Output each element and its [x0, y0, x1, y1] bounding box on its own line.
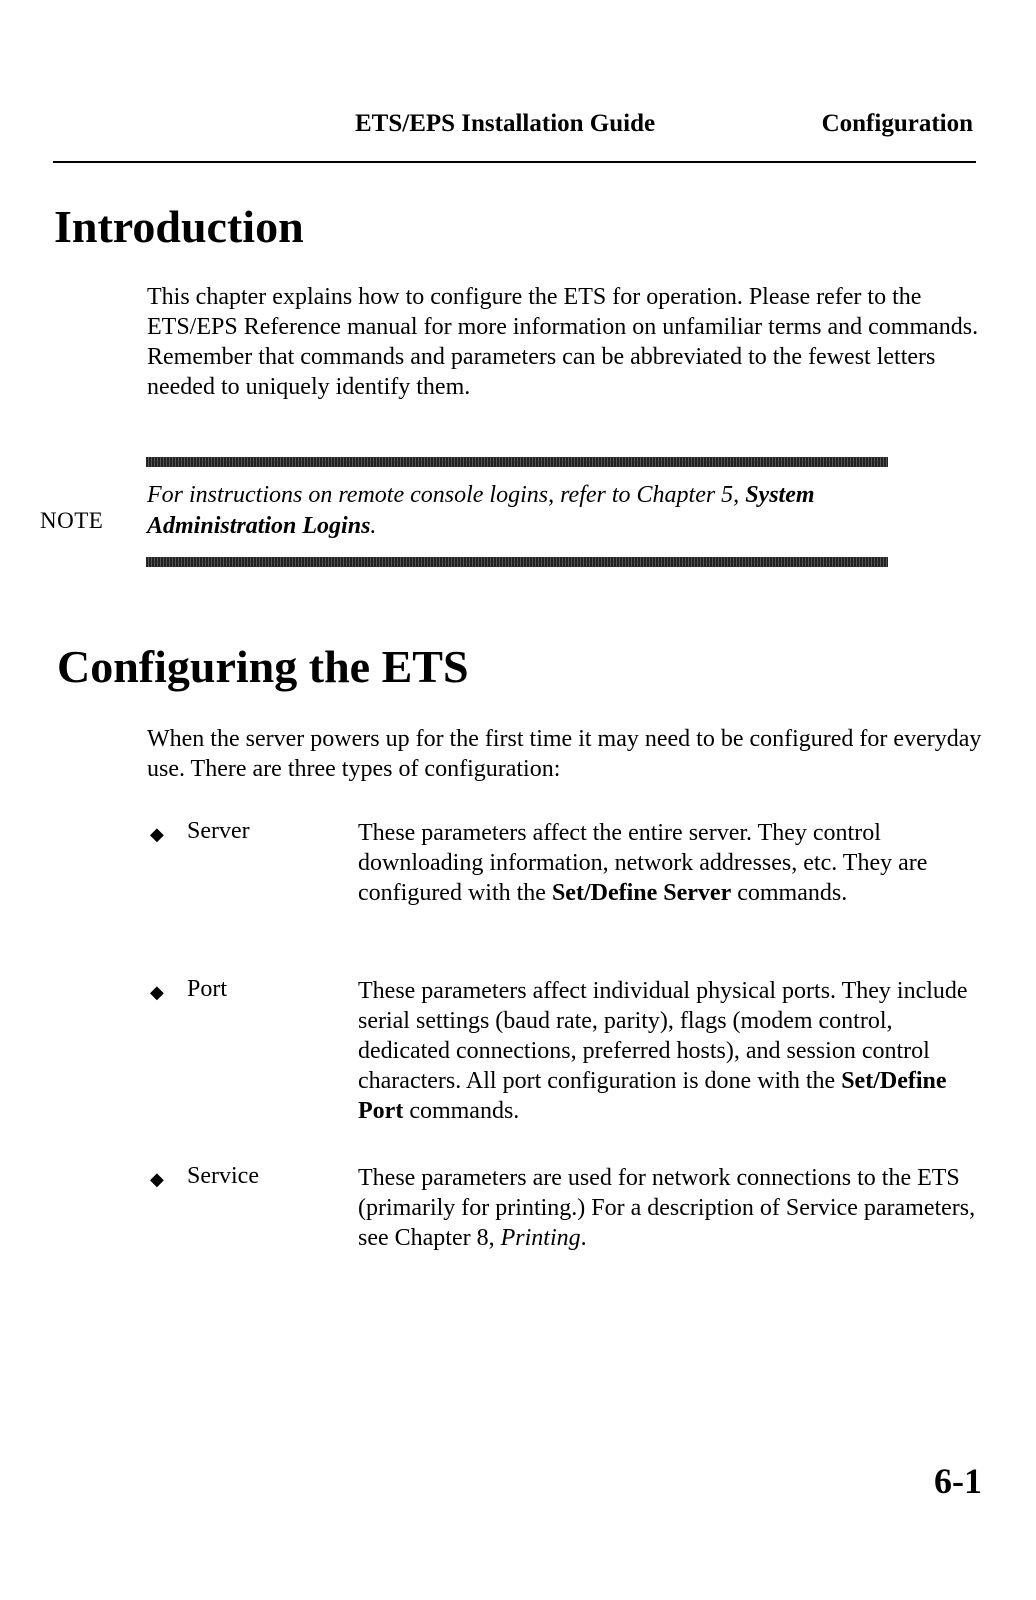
- bullet-diamond-icon: ◆: [150, 1169, 164, 1189]
- bullet-diamond-icon: ◆: [150, 982, 164, 1002]
- config-type-desc-tail: commands.: [403, 1098, 520, 1124]
- note-bottom-bar: [146, 557, 888, 567]
- config-type-command: Set/Define Server: [551, 880, 732, 906]
- note-top-bar: [146, 457, 888, 467]
- note-emphasis: System Administration Logins: [147, 482, 815, 539]
- note-text: [147, 480, 907, 542]
- bullet-diamond-icon: ◆: [150, 824, 164, 844]
- note-text-after: .: [370, 513, 377, 539]
- config-type-label: Service: [187, 1163, 259, 1189]
- config-type-command: Set/Define Port: [358, 1068, 947, 1124]
- config-type-label: Port: [187, 976, 228, 1002]
- introduction-heading: Introduction: [54, 201, 304, 252]
- config-type-description: [358, 1163, 983, 1253]
- note-text-before: For instructions on remote console logins, refer to Chapter 5,: [147, 482, 746, 508]
- note-label: NOTE: [40, 508, 104, 533]
- introduction-paragraph: This chapter explains how to configure the ETS for operation. Please refer to the ETS/EPS Reference manual for more information on unfamiliar terms and commands. Remember that commands and parameters can be abbreviated to the fewest letters needed to uniquely identify them.: [147, 284, 979, 400]
- config-type-desc-tail: commands.: [731, 880, 848, 906]
- config-type-desc-tail: .: [580, 1225, 587, 1251]
- config-type-description: [358, 976, 983, 1126]
- configuring-paragraph: When the server powers up for the first time it may need to be configured for everyday use. There are three types of configuration:: [147, 726, 982, 782]
- config-type-desc-text: These parameters are used for network connections to the ETS (primarily for printing.) For a description of Service parameters, see Chapter 8,: [358, 1165, 976, 1251]
- config-type-reference: Printing: [500, 1225, 581, 1251]
- configuring-heading: Configuring the ETS: [57, 641, 469, 692]
- running-header-section: Configuration: [821, 110, 973, 137]
- running-header-title: ETS/EPS Installation Guide: [355, 110, 656, 137]
- config-type-label: Server: [187, 818, 250, 844]
- page-number: 6-1: [934, 1461, 982, 1501]
- config-type-desc-text: These parameters affect the entire server. They control downloading information, network addresses, etc. They are configured with the: [358, 820, 928, 906]
- header-divider: [53, 161, 976, 163]
- config-type-desc-text: These parameters affect individual physical ports. They include serial settings (baud rate, parity), flags (modem control, dedicated connections, preferred hosts), and session control characters. All port configuration is done with the: [358, 978, 968, 1094]
- config-type-description: [358, 818, 983, 908]
